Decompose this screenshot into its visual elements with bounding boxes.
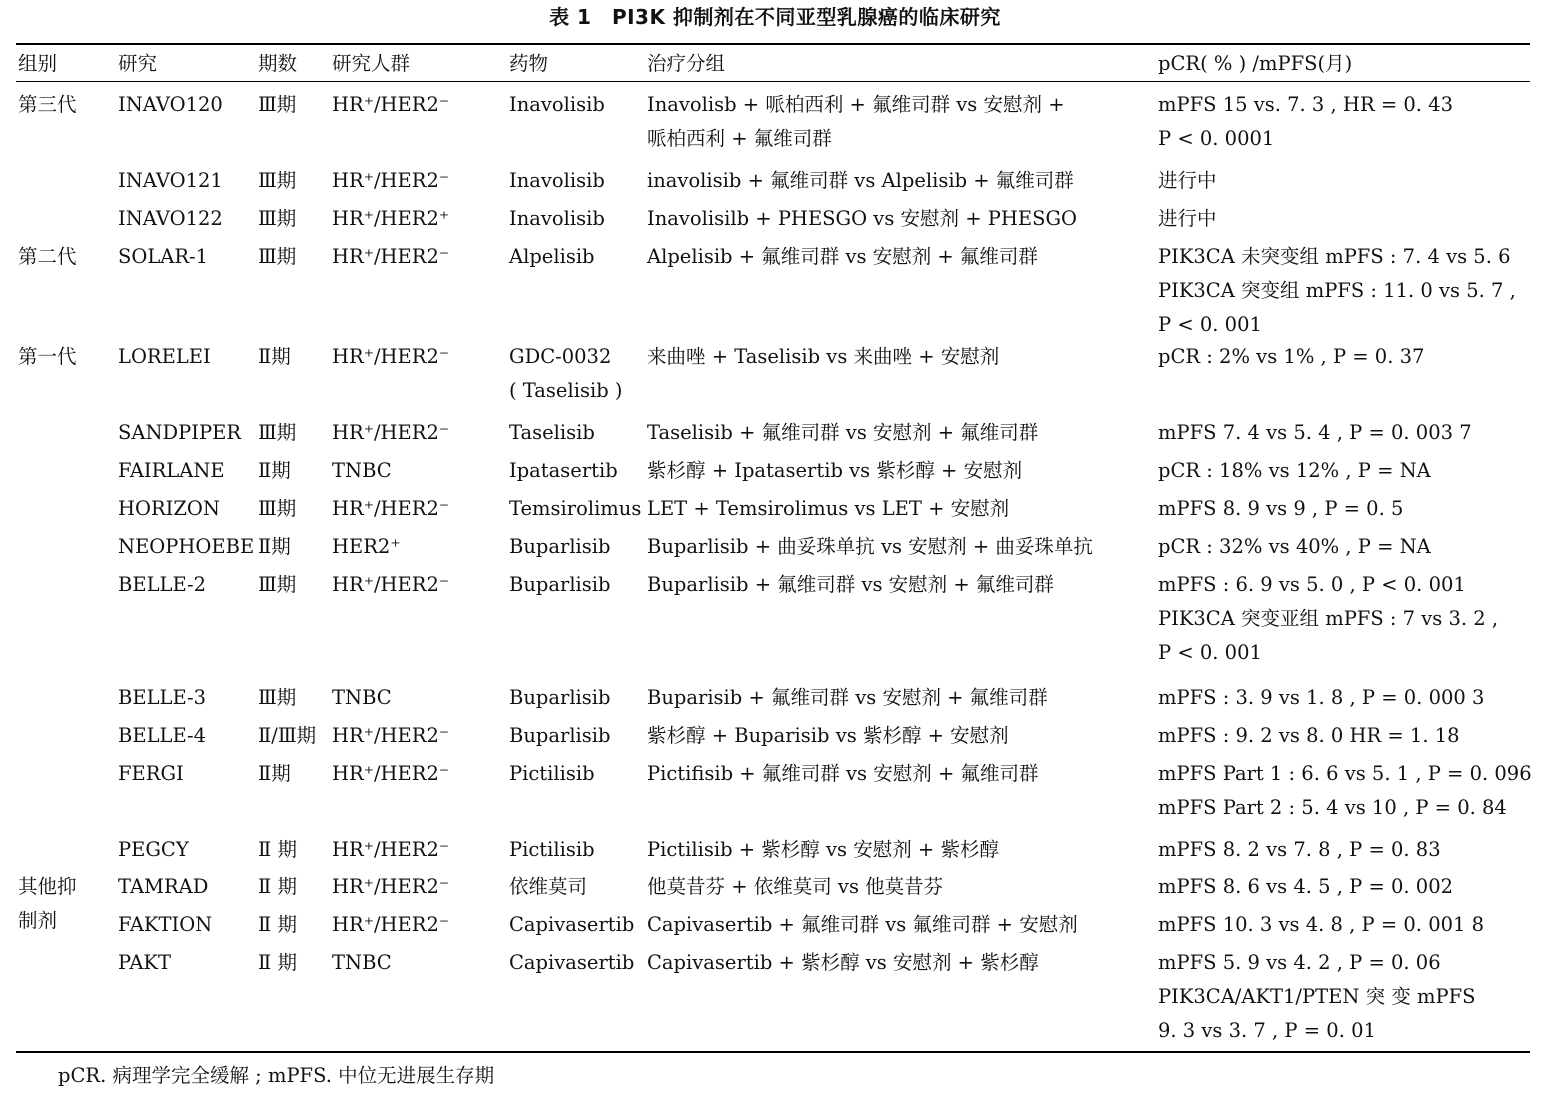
drug-cell — [509, 240, 595, 274]
study-cell: PEGCY — [118, 838, 189, 861]
population-cell: HR⁺/HER2⁻ — [332, 762, 450, 785]
phase-cell: Ⅱ 期 — [258, 838, 297, 861]
result-cell-line: P < 0. 001 — [1158, 641, 1262, 664]
arms-cell-line: Taselisib + 氟维司群 vs 安慰剂 + 氟维司群 — [647, 421, 1039, 444]
group-cell — [18, 240, 77, 274]
population-cell: TNBC — [332, 459, 392, 482]
arms-cell — [647, 202, 1077, 236]
result-cell — [1158, 340, 1530, 374]
study-cell: SANDPIPER — [118, 421, 241, 444]
arms-cell — [647, 88, 1065, 156]
phase-cell: Ⅱ/Ⅲ期 — [258, 724, 317, 747]
drug-cell-line: Buparlisib — [509, 686, 611, 709]
population-cell: HR⁺/HER2⁻ — [332, 838, 450, 861]
drug-cell-line: Buparlisib — [509, 724, 611, 747]
arms-cell — [647, 870, 943, 904]
header-result: pCR( % ) /mPFS(月) — [1158, 52, 1353, 75]
drug-cell-line: Buparlisib — [509, 573, 611, 596]
drug-cell — [509, 719, 611, 753]
result-cell-line: mPFS 8. 9 vs 9 , P = 0. 5 — [1158, 497, 1404, 520]
study-cell: LORELEI — [118, 345, 211, 368]
arms-cell — [647, 681, 1048, 715]
phase-cell: Ⅱ期 — [258, 535, 291, 558]
table-title: 表 1 PI3K 抑制剂在不同亚型乳腺癌的临床研究 — [549, 5, 1001, 29]
result-cell-line: P < 0. 001 — [1158, 313, 1262, 336]
arms-cell-line: 来曲唑 + Taselisib vs 来曲唑 + 安慰剂 — [647, 345, 1000, 368]
phase-cell: Ⅱ 期 — [258, 951, 297, 974]
table-bottom-rule — [16, 1051, 1530, 1053]
drug-cell — [509, 416, 595, 450]
population-cell: HR⁺/HER2⁻ — [332, 169, 450, 192]
arms-cell-line: Inavolisilb + PHESGO vs 安慰剂 + PHESGO — [647, 207, 1078, 230]
drug-cell-line: Capivasertib — [509, 951, 635, 974]
result-cell — [1158, 202, 1530, 236]
arms-cell — [647, 164, 1074, 198]
population-cell: TNBC — [332, 686, 392, 709]
arms-cell — [647, 416, 1038, 450]
table-footnote: pCR. 病理学完全缓解 ; mPFS. 中位无进展生存期 — [58, 1064, 495, 1087]
drug-cell — [509, 833, 595, 867]
arms-cell-line: Capivasertib + 氟维司群 vs 氟维司群 + 安慰剂 — [647, 913, 1078, 936]
arms-cell-line: Pictilisib + 紫杉醇 vs 安慰剂 + 紫杉醇 — [647, 838, 999, 861]
arms-cell — [647, 719, 1009, 753]
result-cell — [1158, 908, 1530, 942]
phase-cell: Ⅲ期 — [258, 573, 297, 596]
result-cell — [1158, 492, 1530, 526]
drug-cell-line: Buparlisib — [509, 535, 611, 558]
drug-cell — [509, 946, 634, 980]
group-cell-line: 其他抑 — [18, 875, 77, 898]
arms-cell — [647, 340, 999, 374]
drug-cell-line: GDC-0032 — [509, 345, 612, 368]
drug-cell — [509, 681, 611, 715]
arms-cell — [647, 908, 1078, 942]
result-cell — [1158, 946, 1530, 1048]
result-cell-line: mPFS 15 vs. 7. 3 , HR = 0. 43 — [1158, 93, 1453, 116]
phase-cell: Ⅱ期 — [258, 345, 291, 368]
group-cell-line: 第一代 — [18, 345, 77, 368]
header-drug: 药物 — [509, 52, 549, 75]
drug-cell — [509, 454, 618, 488]
arms-cell-line: Capivasertib + 紫杉醇 vs 安慰剂 + 紫杉醇 — [647, 951, 1039, 974]
phase-cell: Ⅲ期 — [258, 497, 297, 520]
drug-cell-line: Inavolisib — [509, 93, 605, 116]
study-cell: FAKTION — [118, 913, 213, 936]
result-cell-line: mPFS : 9. 2 vs 8. 0 HR = 1. 18 — [1158, 724, 1460, 747]
drug-cell — [509, 870, 587, 904]
arms-cell-line: Pictifisib + 氟维司群 vs 安慰剂 + 氟维司群 — [647, 762, 1039, 785]
result-cell-line: mPFS 10. 3 vs 4. 8 , P = 0. 001 8 — [1158, 913, 1485, 936]
population-cell: HR⁺/HER2⁻ — [332, 245, 450, 268]
population-cell: TNBC — [332, 951, 392, 974]
result-cell-line: PIK3CA 突变组 mPFS : 11. 0 vs 5. 7 , — [1158, 279, 1516, 302]
study-cell: FAIRLANE — [118, 459, 225, 482]
result-cell — [1158, 870, 1530, 904]
phase-cell: Ⅱ 期 — [258, 913, 297, 936]
study-cell: HORIZON — [118, 497, 220, 520]
result-cell-line: mPFS : 3. 9 vs 1. 8 , P = 0. 000 3 — [1158, 686, 1485, 709]
result-cell-line: 进行中 — [1158, 169, 1217, 192]
drug-cell-line: Pictilisib — [509, 762, 595, 785]
study-cell: NEOPHOEBE — [118, 535, 255, 558]
drug-cell-line: 依维莫司 — [509, 875, 588, 898]
arms-cell-line: 紫杉醇 + Ipatasertib vs 紫杉醇 + 安慰剂 — [647, 459, 1023, 482]
result-cell-line: mPFS Part 1 : 6. 6 vs 5. 1 , P = 0. 096 — [1158, 762, 1532, 785]
phase-cell: Ⅱ期 — [258, 762, 291, 785]
result-cell-line: mPFS 5. 9 vs 4. 2 , P = 0. 06 — [1158, 951, 1441, 974]
arms-cell-line: 紫杉醇 + Buparisib vs 紫杉醇 + 安慰剂 — [647, 724, 1009, 747]
arms-cell — [647, 240, 1038, 274]
result-cell-line: pCR : 2% vs 1% , P = 0. 37 — [1158, 345, 1425, 368]
arms-cell — [647, 568, 1054, 602]
group-cell — [18, 340, 77, 374]
population-cell: HR⁺/HER2⁻ — [332, 724, 450, 747]
arms-cell — [647, 492, 1009, 526]
drug-cell-line: Temsirolimus — [509, 497, 642, 520]
header-group: 组别 — [18, 52, 58, 75]
drug-cell-line: Ipatasertib — [509, 459, 618, 482]
study-cell: INAVO120 — [118, 93, 223, 116]
result-cell — [1158, 164, 1530, 198]
arms-cell — [647, 530, 1093, 564]
result-cell-line: PIK3CA 未突变组 mPFS : 7. 4 vs 5. 6 — [1158, 245, 1511, 268]
table-header-rule — [16, 81, 1530, 82]
drug-cell-line: Pictilisib — [509, 838, 595, 861]
phase-cell: Ⅱ期 — [258, 459, 291, 482]
arms-cell-line: Buparisib + 氟维司群 vs 安慰剂 + 氟维司群 — [647, 686, 1048, 709]
result-cell-line: mPFS 7. 4 vs 5. 4 , P = 0. 003 7 — [1158, 421, 1472, 444]
result-cell-line: PIK3CA/AKT1/PTEN 突 变 mPFS — [1158, 985, 1476, 1008]
result-cell-line: PIK3CA 突变亚组 mPFS : 7 vs 3. 2 , — [1158, 607, 1499, 630]
phase-cell: Ⅱ 期 — [258, 875, 297, 898]
result-cell-line: mPFS Part 2 : 5. 4 vs 10 , P = 0. 84 — [1158, 796, 1507, 819]
arms-cell-line: inavolisib + 氟维司群 vs Alpelisib + 氟维司群 — [647, 169, 1074, 192]
arms-cell — [647, 454, 1022, 488]
study-cell: PAKT — [118, 951, 171, 974]
group-cell — [18, 870, 77, 938]
population-cell: HR⁺/HER2⁻ — [332, 345, 450, 368]
result-cell — [1158, 757, 1530, 825]
population-cell: HR⁺/HER2⁻ — [332, 573, 450, 596]
population-cell: HR⁺/HER2⁻ — [332, 875, 450, 898]
result-cell-line: pCR : 32% vs 40% , P = NA — [1158, 535, 1431, 558]
drug-cell-line: Inavolisib — [509, 169, 605, 192]
header-population: 研究人群 — [332, 52, 411, 75]
population-cell: HR⁺/HER2⁻ — [332, 497, 450, 520]
result-cell — [1158, 568, 1530, 670]
drug-cell — [509, 568, 611, 602]
drug-cell-line: Capivasertib — [509, 913, 635, 936]
study-cell: FERGI — [118, 762, 184, 785]
study-cell: INAVO122 — [118, 207, 223, 230]
header-phase: 期数 — [258, 52, 298, 75]
drug-cell-line: Alpelisib — [509, 245, 595, 268]
drug-cell — [509, 164, 605, 198]
phase-cell: Ⅲ期 — [258, 169, 297, 192]
result-cell — [1158, 454, 1530, 488]
result-cell-line: mPFS : 6. 9 vs 5. 0 , P < 0. 001 — [1158, 573, 1466, 596]
header-arms: 治疗分组 — [647, 52, 726, 75]
drug-cell — [509, 202, 605, 236]
result-cell-line: 9. 3 vs 3. 7 , P = 0. 01 — [1158, 1019, 1376, 1042]
phase-cell: Ⅲ期 — [258, 207, 297, 230]
result-cell-line: mPFS 8. 2 vs 7. 8 , P = 0. 83 — [1158, 838, 1441, 861]
result-cell-line: P < 0. 0001 — [1158, 127, 1275, 150]
phase-cell: Ⅲ期 — [258, 93, 297, 116]
group-cell-line: 制剂 — [18, 909, 58, 932]
drug-cell — [509, 88, 605, 122]
table-top-rule — [16, 43, 1530, 45]
arms-cell-line: 哌柏西利 + 氟维司群 — [647, 127, 832, 150]
study-cell: INAVO121 — [118, 169, 223, 192]
phase-cell: Ⅲ期 — [258, 686, 297, 709]
result-cell — [1158, 719, 1530, 753]
arms-cell — [647, 757, 1038, 791]
phase-cell: Ⅲ期 — [258, 421, 297, 444]
phase-cell: Ⅲ期 — [258, 245, 297, 268]
drug-cell — [509, 908, 634, 942]
arms-cell-line: LET + Temsirolimus vs LET + 安慰剂 — [647, 497, 1010, 520]
result-cell — [1158, 240, 1530, 342]
population-cell: HR⁺/HER2⁻ — [332, 421, 450, 444]
group-cell-line: 第二代 — [18, 245, 77, 268]
result-cell — [1158, 416, 1530, 450]
arms-cell-line: Alpelisib + 氟维司群 vs 安慰剂 + 氟维司群 — [647, 245, 1038, 268]
arms-cell — [647, 833, 999, 867]
result-cell-line: mPFS 8. 6 vs 4. 5 , P = 0. 002 — [1158, 875, 1454, 898]
population-cell: HER2⁺ — [332, 535, 401, 558]
study-cell: SOLAR-1 — [118, 245, 209, 268]
drug-cell-line: Taselisib — [509, 421, 595, 444]
result-cell — [1158, 833, 1530, 867]
result-cell — [1158, 681, 1530, 715]
study-cell: BELLE-4 — [118, 724, 207, 747]
population-cell: HR⁺/HER2⁺ — [332, 207, 450, 230]
study-cell: BELLE-3 — [118, 686, 207, 709]
arms-cell-line: Inavolisb + 哌柏西利 + 氟维司群 vs 安慰剂 + — [647, 93, 1065, 116]
drug-cell — [509, 530, 611, 564]
result-cell — [1158, 88, 1530, 156]
study-cell: TAMRAD — [118, 875, 209, 898]
group-cell-line: 第三代 — [18, 93, 77, 116]
group-cell — [18, 88, 77, 122]
arms-cell — [647, 946, 1039, 980]
arms-cell-line: 他莫昔芬 + 依维莫司 vs 他莫昔芬 — [647, 875, 944, 898]
arms-cell-line: Buparlisib + 曲妥珠单抗 vs 安慰剂 + 曲妥珠单抗 — [647, 535, 1093, 558]
arms-cell-line: Buparlisib + 氟维司群 vs 安慰剂 + 氟维司群 — [647, 573, 1054, 596]
drug-cell — [509, 340, 622, 408]
result-cell — [1158, 530, 1530, 564]
population-cell: HR⁺/HER2⁻ — [332, 913, 450, 936]
study-cell: BELLE-2 — [118, 573, 207, 596]
header-study: 研究 — [118, 52, 158, 75]
drug-cell-line: Inavolisib — [509, 207, 605, 230]
drug-cell-line: ( Taselisib ) — [509, 379, 623, 402]
result-cell-line: pCR : 18% vs 12% , P = NA — [1158, 459, 1431, 482]
population-cell: HR⁺/HER2⁻ — [332, 93, 450, 116]
result-cell-line: 进行中 — [1158, 207, 1217, 230]
drug-cell — [509, 757, 595, 791]
drug-cell — [509, 492, 641, 526]
